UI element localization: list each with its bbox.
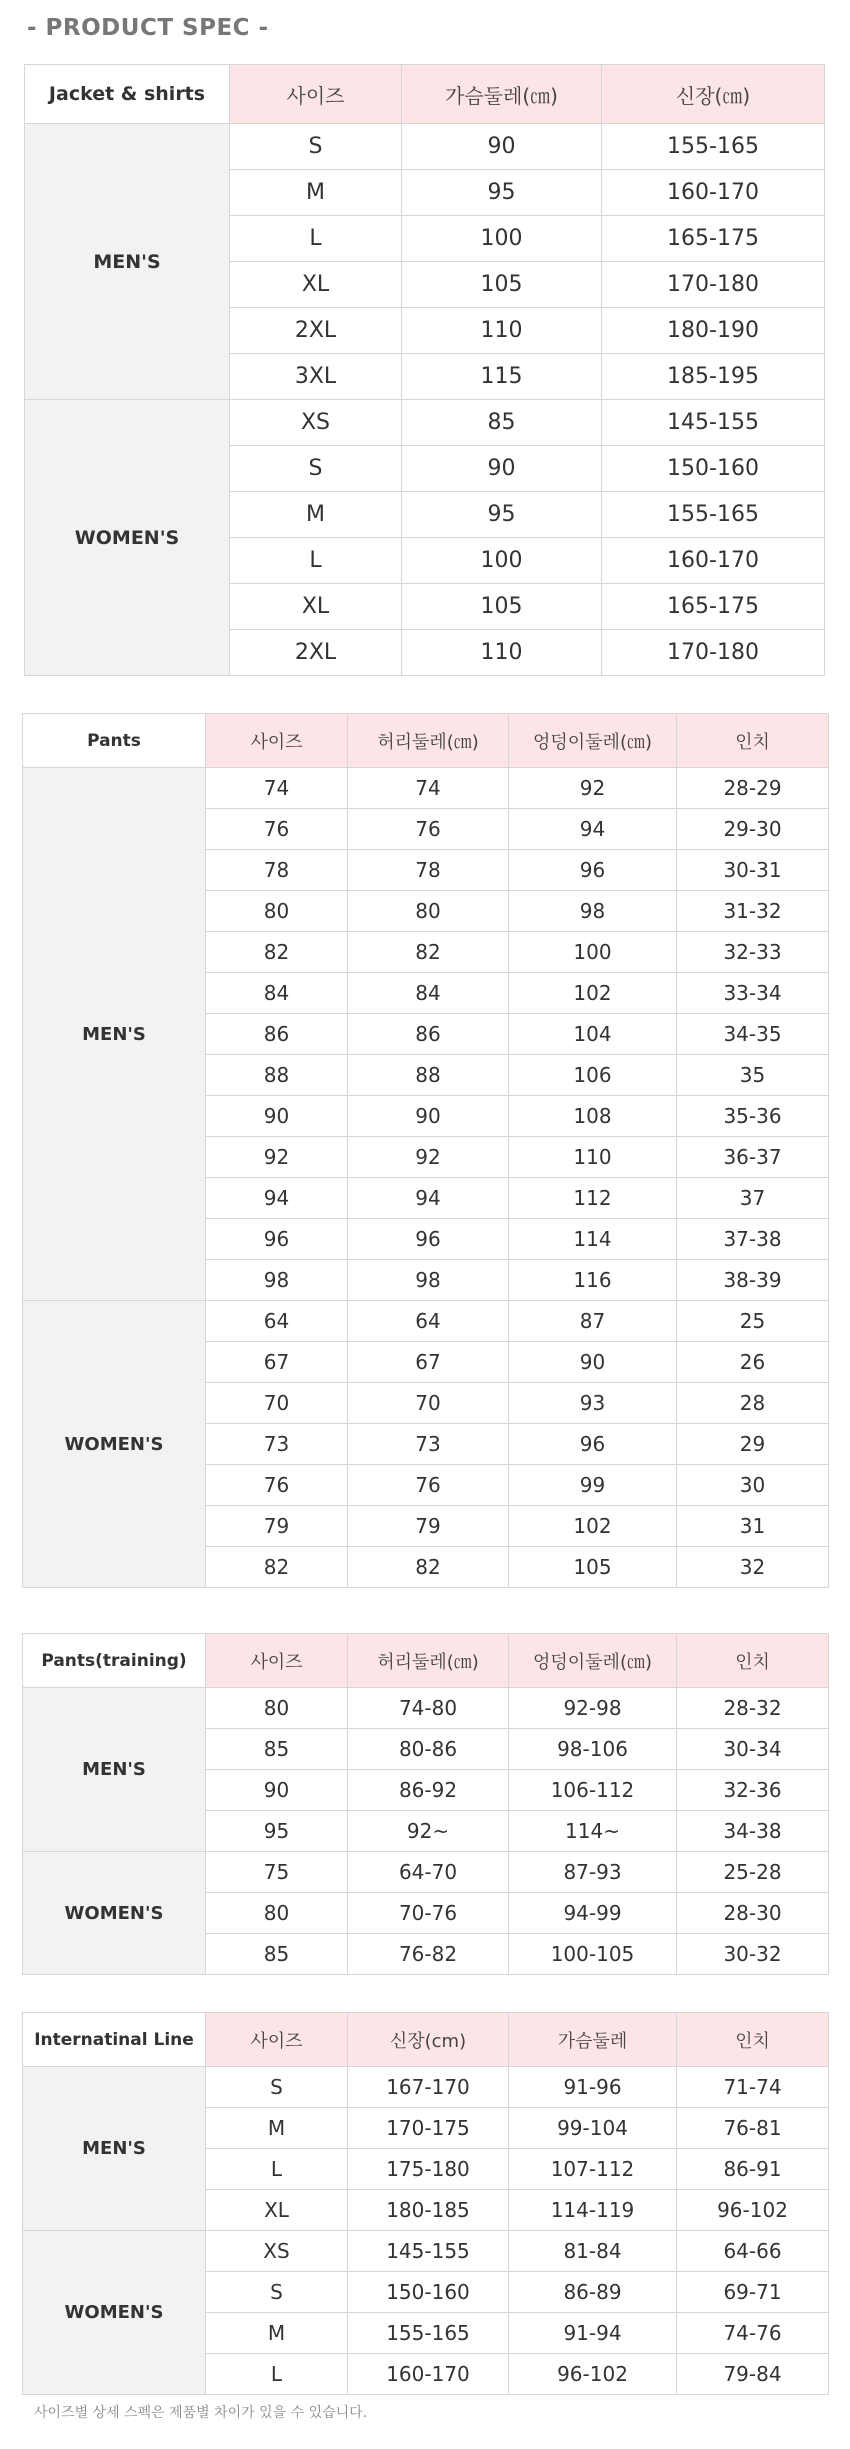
page-title: - PRODUCT SPEC - bbox=[27, 15, 269, 41]
table-cell: M bbox=[206, 2313, 348, 2354]
table-cell: 64-66 bbox=[677, 2231, 829, 2272]
table-cell: 70 bbox=[348, 1383, 509, 1424]
column-header: 엉덩이둘레(㎝) bbox=[509, 1634, 677, 1688]
header-row bbox=[23, 1634, 829, 1688]
table-cell: 74-80 bbox=[348, 1688, 509, 1729]
table-cell: 32-36 bbox=[677, 1770, 829, 1811]
table-cell: 76 bbox=[206, 1465, 348, 1506]
table-cell: 38-39 bbox=[677, 1260, 829, 1301]
jacket-shirts-size-table bbox=[24, 64, 825, 676]
table-cell: 150-160 bbox=[602, 446, 825, 492]
table-cell: 114-119 bbox=[509, 2190, 677, 2231]
table-cell: 110 bbox=[402, 308, 602, 354]
table-cell: S bbox=[206, 2067, 348, 2108]
table-cell: 110 bbox=[509, 1137, 677, 1178]
table-cell: 35 bbox=[677, 1055, 829, 1096]
column-header: 신장(㎝) bbox=[602, 65, 825, 124]
table-cell: 155-165 bbox=[348, 2313, 509, 2354]
table-cell: 67 bbox=[348, 1342, 509, 1383]
table-cell: 160-170 bbox=[602, 170, 825, 216]
table-cell: 29-30 bbox=[677, 809, 829, 850]
table-cell: 26 bbox=[677, 1342, 829, 1383]
table-cell: 90 bbox=[402, 124, 602, 170]
table-cell: 88 bbox=[206, 1055, 348, 1096]
table-cell: 79 bbox=[348, 1506, 509, 1547]
training-pants-size-table bbox=[22, 1633, 829, 1975]
table-cell: 167-170 bbox=[348, 2067, 509, 2108]
table-cell: 75 bbox=[206, 1852, 348, 1893]
table-cell: 102 bbox=[509, 973, 677, 1014]
table-cell: 78 bbox=[348, 850, 509, 891]
table-cell: 155-165 bbox=[602, 124, 825, 170]
gender-group-label: WOMEN'S bbox=[23, 1301, 206, 1588]
table-cell: 80 bbox=[206, 1688, 348, 1729]
header-row bbox=[25, 65, 825, 124]
table-cell: 92~ bbox=[348, 1811, 509, 1852]
table-cell: XL bbox=[206, 2190, 348, 2231]
table-cell: 33-34 bbox=[677, 973, 829, 1014]
table-cell: 30-31 bbox=[677, 850, 829, 891]
table-cell: 78 bbox=[206, 850, 348, 891]
table-cell: 82 bbox=[348, 932, 509, 973]
table-cell: M bbox=[230, 170, 402, 216]
table-cell: 102 bbox=[509, 1506, 677, 1547]
table-row bbox=[25, 400, 825, 446]
table-cell: 28-32 bbox=[677, 1688, 829, 1729]
table-cell: 90 bbox=[402, 446, 602, 492]
pants-size-table bbox=[22, 713, 829, 1588]
table-cell: 108 bbox=[509, 1096, 677, 1137]
table-cell: 91-94 bbox=[509, 2313, 677, 2354]
table-cell: 92 bbox=[206, 1137, 348, 1178]
table-cell: 170-175 bbox=[348, 2108, 509, 2149]
table-cell: 76 bbox=[348, 1465, 509, 1506]
table-cell: 86-92 bbox=[348, 1770, 509, 1811]
table-cell: 31-32 bbox=[677, 891, 829, 932]
table-cell: 96 bbox=[348, 1219, 509, 1260]
international-line-size-table bbox=[22, 2012, 829, 2395]
table-cell: 98 bbox=[348, 1260, 509, 1301]
column-header: 사이즈 bbox=[206, 2013, 348, 2067]
table-row bbox=[23, 768, 829, 809]
table-cell: 96 bbox=[509, 850, 677, 891]
table-cell: 73 bbox=[348, 1424, 509, 1465]
table-cell: 28-30 bbox=[677, 1893, 829, 1934]
table-row bbox=[23, 1301, 829, 1342]
gender-group-label: WOMEN'S bbox=[25, 400, 230, 676]
table-cell: 92 bbox=[509, 768, 677, 809]
table-cell: XL bbox=[230, 262, 402, 308]
table-cell: 25 bbox=[677, 1301, 829, 1342]
table-cell: 155-165 bbox=[602, 492, 825, 538]
table-cell: 94 bbox=[509, 809, 677, 850]
table-cell: 93 bbox=[509, 1383, 677, 1424]
column-header: 인치 bbox=[677, 1634, 829, 1688]
table-cell: 99 bbox=[509, 1465, 677, 1506]
table-header bbox=[23, 714, 829, 768]
table-cell: 150-160 bbox=[348, 2272, 509, 2313]
table-cell: S bbox=[206, 2272, 348, 2313]
table-cell: 170-180 bbox=[602, 630, 825, 676]
table-title-cell: Jacket & shirts bbox=[25, 65, 230, 124]
column-header: 가슴둘레 bbox=[509, 2013, 677, 2067]
table-cell: 95 bbox=[206, 1811, 348, 1852]
table-cell: 81-84 bbox=[509, 2231, 677, 2272]
gender-group-label: WOMEN'S bbox=[23, 2231, 206, 2395]
table-cell: 3XL bbox=[230, 354, 402, 400]
table-cell: 145-155 bbox=[602, 400, 825, 446]
table-cell: 64 bbox=[206, 1301, 348, 1342]
table-cell: 32-33 bbox=[677, 932, 829, 973]
table-cell: 29 bbox=[677, 1424, 829, 1465]
table-cell: 30-34 bbox=[677, 1729, 829, 1770]
table-cell: 145-155 bbox=[348, 2231, 509, 2272]
table-cell: 86-89 bbox=[509, 2272, 677, 2313]
table-cell: 76-81 bbox=[677, 2108, 829, 2149]
table-cell: 85 bbox=[402, 400, 602, 446]
table-cell: 80 bbox=[206, 1893, 348, 1934]
table-cell: 84 bbox=[206, 973, 348, 1014]
table-cell: 98 bbox=[509, 891, 677, 932]
table-cell: 80-86 bbox=[348, 1729, 509, 1770]
table-cell: 31 bbox=[677, 1506, 829, 1547]
table-body bbox=[25, 124, 825, 676]
table-cell: XL bbox=[230, 584, 402, 630]
table-cell: 76 bbox=[206, 809, 348, 850]
table-cell: 110 bbox=[402, 630, 602, 676]
table-cell: 84 bbox=[348, 973, 509, 1014]
table-cell: 28-29 bbox=[677, 768, 829, 809]
table-cell: 105 bbox=[509, 1547, 677, 1588]
column-header: 엉덩이둘레(㎝) bbox=[509, 714, 677, 768]
table-cell: 64-70 bbox=[348, 1852, 509, 1893]
table-cell: XS bbox=[206, 2231, 348, 2272]
table-body bbox=[23, 768, 829, 1588]
table-cell: 70-76 bbox=[348, 1893, 509, 1934]
table-cell: 28 bbox=[677, 1383, 829, 1424]
table-title-cell: Pants(training) bbox=[23, 1634, 206, 1688]
table-cell: 90 bbox=[348, 1096, 509, 1137]
table-cell: 96-102 bbox=[677, 2190, 829, 2231]
table-cell: 106-112 bbox=[509, 1770, 677, 1811]
table-cell: 116 bbox=[509, 1260, 677, 1301]
table-cell: 94 bbox=[206, 1178, 348, 1219]
table-cell: L bbox=[206, 2149, 348, 2190]
table-cell: 165-175 bbox=[602, 216, 825, 262]
column-header: 신장(cm) bbox=[348, 2013, 509, 2067]
column-header: 인치 bbox=[677, 714, 829, 768]
table-cell: 165-175 bbox=[602, 584, 825, 630]
table-header bbox=[23, 2013, 829, 2067]
table-cell: 74-76 bbox=[677, 2313, 829, 2354]
table-cell: 100 bbox=[509, 932, 677, 973]
table-cell: 37-38 bbox=[677, 1219, 829, 1260]
table-cell: 98-106 bbox=[509, 1729, 677, 1770]
table-cell: 36-37 bbox=[677, 1137, 829, 1178]
table-row bbox=[23, 1852, 829, 1893]
table-cell: 34-35 bbox=[677, 1014, 829, 1055]
table-cell: 87 bbox=[509, 1301, 677, 1342]
column-header: 인치 bbox=[677, 2013, 829, 2067]
table-cell: 95 bbox=[402, 170, 602, 216]
column-header: 허리둘레(㎝) bbox=[348, 714, 509, 768]
column-header: 가슴둘레(㎝) bbox=[402, 65, 602, 124]
table-cell: 92-98 bbox=[509, 1688, 677, 1729]
table-cell: 73 bbox=[206, 1424, 348, 1465]
table-cell: 114~ bbox=[509, 1811, 677, 1852]
table-cell: 79-84 bbox=[677, 2354, 829, 2395]
table-cell: XS bbox=[230, 400, 402, 446]
table-cell: 107-112 bbox=[509, 2149, 677, 2190]
table-cell: 25-28 bbox=[677, 1852, 829, 1893]
table-cell: 82 bbox=[206, 932, 348, 973]
table-cell: 180-185 bbox=[348, 2190, 509, 2231]
table-cell: S bbox=[230, 124, 402, 170]
table-cell: 112 bbox=[509, 1178, 677, 1219]
table-cell: 79 bbox=[206, 1506, 348, 1547]
gender-group-label: MEN'S bbox=[25, 124, 230, 400]
table-cell: 80 bbox=[206, 891, 348, 932]
table-cell: 90 bbox=[206, 1770, 348, 1811]
header-row bbox=[23, 714, 829, 768]
table-cell: 85 bbox=[206, 1934, 348, 1975]
table-cell: M bbox=[230, 492, 402, 538]
table-cell: 88 bbox=[348, 1055, 509, 1096]
table-cell: 104 bbox=[509, 1014, 677, 1055]
table-cell: 76 bbox=[348, 809, 509, 850]
header-row bbox=[23, 2013, 829, 2067]
column-header: 사이즈 bbox=[230, 65, 402, 124]
table-cell: L bbox=[230, 538, 402, 584]
table-cell: 185-195 bbox=[602, 354, 825, 400]
gender-group-label: MEN'S bbox=[23, 2067, 206, 2231]
table-cell: 64 bbox=[348, 1301, 509, 1342]
table-cell: 30-32 bbox=[677, 1934, 829, 1975]
table-cell: 100-105 bbox=[509, 1934, 677, 1975]
table-cell: 86 bbox=[348, 1014, 509, 1055]
table-cell: 74 bbox=[206, 768, 348, 809]
table-cell: 106 bbox=[509, 1055, 677, 1096]
table-cell: 80 bbox=[348, 891, 509, 932]
table-cell: 90 bbox=[509, 1342, 677, 1383]
column-header: 허리둘레(㎝) bbox=[348, 1634, 509, 1688]
table-cell: 82 bbox=[348, 1547, 509, 1588]
column-header: 사이즈 bbox=[206, 714, 348, 768]
table-cell: 91-96 bbox=[509, 2067, 677, 2108]
table-header bbox=[25, 65, 825, 124]
table-cell: 2XL bbox=[230, 308, 402, 354]
table-cell: 114 bbox=[509, 1219, 677, 1260]
table-cell: 35-36 bbox=[677, 1096, 829, 1137]
table-cell: 99-104 bbox=[509, 2108, 677, 2149]
table-cell: L bbox=[230, 216, 402, 262]
table-cell: 160-170 bbox=[602, 538, 825, 584]
table-cell: 100 bbox=[402, 538, 602, 584]
table-cell: L bbox=[206, 2354, 348, 2395]
table-row bbox=[23, 2067, 829, 2108]
table-cell: 180-190 bbox=[602, 308, 825, 354]
table-cell: 32 bbox=[677, 1547, 829, 1588]
table-cell: 94-99 bbox=[509, 1893, 677, 1934]
table-cell: 71-74 bbox=[677, 2067, 829, 2108]
table-cell: 175-180 bbox=[348, 2149, 509, 2190]
column-header: 사이즈 bbox=[206, 1634, 348, 1688]
table-cell: 67 bbox=[206, 1342, 348, 1383]
table-cell: 96 bbox=[206, 1219, 348, 1260]
table-cell: 115 bbox=[402, 354, 602, 400]
gender-group-label: MEN'S bbox=[23, 1688, 206, 1852]
table-cell: 96 bbox=[509, 1424, 677, 1465]
table-cell: 85 bbox=[206, 1729, 348, 1770]
table-cell: 170-180 bbox=[602, 262, 825, 308]
table-row bbox=[23, 2231, 829, 2272]
table-cell: 87-93 bbox=[509, 1852, 677, 1893]
table-cell: S bbox=[230, 446, 402, 492]
table-body bbox=[23, 1688, 829, 1975]
table-cell: 2XL bbox=[230, 630, 402, 676]
table-cell: 94 bbox=[348, 1178, 509, 1219]
footnote: 사이즈별 상세 스펙은 제품별 차이가 있을 수 있습니다. bbox=[34, 2405, 368, 2421]
table-cell: 76-82 bbox=[348, 1934, 509, 1975]
table-cell: 82 bbox=[206, 1547, 348, 1588]
table-cell: 100 bbox=[402, 216, 602, 262]
table-cell: 74 bbox=[348, 768, 509, 809]
table-cell: 86 bbox=[206, 1014, 348, 1055]
gender-group-label: MEN'S bbox=[23, 768, 206, 1301]
table-cell: 105 bbox=[402, 262, 602, 308]
table-cell: 34-38 bbox=[677, 1811, 829, 1852]
table-row bbox=[23, 1688, 829, 1729]
table-header bbox=[23, 1634, 829, 1688]
table-cell: 90 bbox=[206, 1096, 348, 1137]
table-cell: 98 bbox=[206, 1260, 348, 1301]
table-body bbox=[23, 2067, 829, 2395]
table-title-cell: Internatinal Line bbox=[23, 2013, 206, 2067]
table-cell: M bbox=[206, 2108, 348, 2149]
table-cell: 92 bbox=[348, 1137, 509, 1178]
table-cell: 69-71 bbox=[677, 2272, 829, 2313]
table-cell: 37 bbox=[677, 1178, 829, 1219]
gender-group-label: WOMEN'S bbox=[23, 1852, 206, 1975]
table-title-cell: Pants bbox=[23, 714, 206, 768]
table-cell: 160-170 bbox=[348, 2354, 509, 2395]
table-cell: 96-102 bbox=[509, 2354, 677, 2395]
table-cell: 105 bbox=[402, 584, 602, 630]
table-cell: 86-91 bbox=[677, 2149, 829, 2190]
table-cell: 70 bbox=[206, 1383, 348, 1424]
table-row bbox=[25, 124, 825, 170]
table-cell: 30 bbox=[677, 1465, 829, 1506]
table-cell: 95 bbox=[402, 492, 602, 538]
